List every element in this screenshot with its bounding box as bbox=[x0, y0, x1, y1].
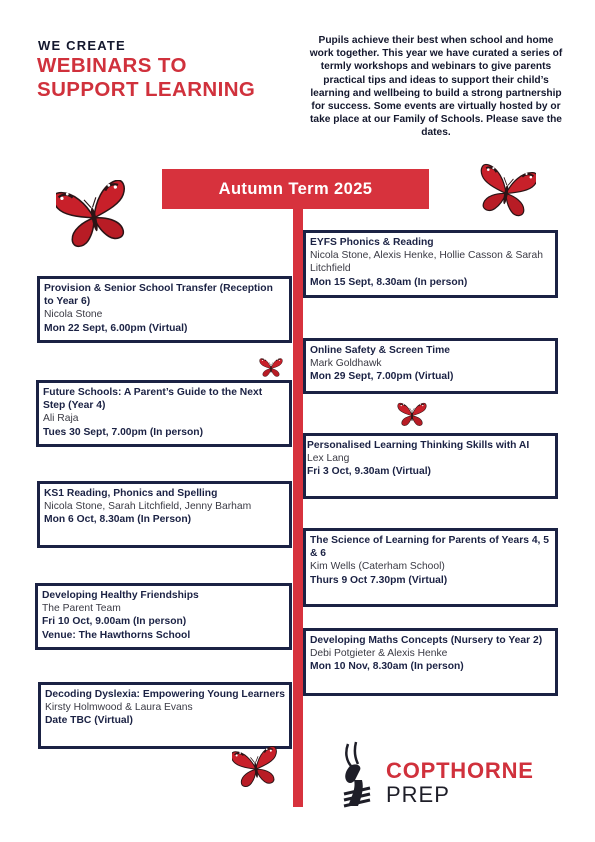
butterfly-icon bbox=[56, 180, 132, 252]
event-card-ks1-reading bbox=[37, 481, 292, 548]
event-presenters: Nicola Stone, Sarah Litchfield, Jenny Barham bbox=[44, 501, 252, 513]
event-presenters: Ali Raja bbox=[43, 413, 79, 425]
butterfly-icon bbox=[476, 163, 536, 221]
event-presenters: The Parent Team bbox=[42, 603, 121, 615]
event-datetime: Mon 10 Nov, 8.30am (In person) bbox=[310, 661, 464, 673]
event-title: Future Schools: A Parent’s Guide to the Next Step (Year 4) bbox=[43, 387, 263, 412]
event-title: EYFS Phonics & Reading bbox=[310, 237, 434, 248]
event-title: Developing Healthy Friendships bbox=[42, 590, 199, 601]
event-card-maths-concepts bbox=[303, 628, 558, 696]
event-presenters: Debi Potgieter & Alexis Henke bbox=[310, 648, 448, 660]
page-headline bbox=[37, 54, 255, 102]
logo-word-copthorne: COPTHORNE bbox=[386, 758, 534, 783]
logo-word-prep: PREP bbox=[386, 782, 450, 807]
butterfly-icon bbox=[259, 356, 283, 380]
butterfly-icon bbox=[397, 400, 427, 430]
event-card-eyfs-phonics bbox=[303, 230, 558, 298]
event-card-decoding-dyslexia bbox=[38, 682, 292, 749]
event-card-online-safety bbox=[303, 338, 558, 394]
event-presenters: Mark Goldhawk bbox=[310, 358, 382, 370]
event-card-provision-transfer bbox=[37, 276, 292, 343]
event-title: Online Safety & Screen Time bbox=[310, 345, 451, 356]
event-title: KS1 Reading, Phonics and Spelling bbox=[44, 488, 218, 499]
timeline-spine bbox=[293, 209, 303, 807]
event-title: Developing Maths Concepts (Nursery to Year 2) bbox=[310, 635, 543, 646]
event-datetime: Mon 15 Sept, 8.30am (In person) bbox=[310, 276, 468, 288]
event-datetime: Mon 22 Sept, 6.00pm (Virtual) bbox=[44, 322, 188, 334]
event-venue: Venue: The Hawthorns School bbox=[42, 629, 191, 641]
event-card-healthy-friendships bbox=[35, 583, 292, 650]
headline-line-2: SUPPORT LEARNING bbox=[37, 78, 256, 101]
intro-paragraph: Pupils achieve their best when school and home work together. This year we have curated a series of termly workshops and webinars to give parents practical tips and ideas to support their child’s learning and wellbeing to build a strong partnership for success. Some events are virtually hosted by or take place at our Family of Schools. Please save the dates. bbox=[309, 35, 563, 139]
event-datetime: Fri 10 Oct, 9.00am (In person) bbox=[42, 616, 187, 628]
event-title: Provision & Senior School Transfer (Reception to Year 6) bbox=[44, 283, 273, 308]
event-title: The Science of Learning for Parents of Years 4, 5 & 6 bbox=[310, 535, 550, 560]
event-presenters: Kim Wells (Caterham School) bbox=[310, 561, 445, 573]
event-card-personalised-learning bbox=[303, 433, 558, 499]
event-presenters: Lex Lang bbox=[307, 453, 350, 465]
event-datetime: Thurs 9 Oct 7.30pm (Virtual) bbox=[310, 574, 448, 586]
event-presenters: Nicola Stone bbox=[44, 309, 103, 321]
event-title: Decoding Dyslexia: Empowering Young Learners bbox=[45, 689, 285, 700]
event-card-future-schools bbox=[36, 380, 292, 447]
term-banner bbox=[162, 169, 429, 209]
event-presenters: Nicola Stone, Alexis Henke, Hollie Casson & Sarah Litchfield bbox=[310, 250, 543, 275]
event-datetime: Fri 3 Oct, 9.30am (Virtual) bbox=[307, 466, 431, 478]
copthorne-prep-logo bbox=[336, 740, 566, 810]
event-datetime: Mon 29 Sept, 7.00pm (Virtual) bbox=[310, 371, 454, 383]
event-datetime: Mon 6 Oct, 8.30am (In Person) bbox=[44, 514, 192, 526]
event-datetime: Date TBC (Virtual) bbox=[45, 715, 133, 727]
headline-line-1: WEBINARS TO bbox=[37, 54, 187, 77]
event-datetime: Tues 30 Sept, 7.00pm (In person) bbox=[43, 426, 204, 438]
gazelle-crest-icon bbox=[336, 740, 378, 810]
butterfly-icon bbox=[232, 745, 280, 791]
event-card-science-of-learning bbox=[303, 528, 558, 607]
event-presenters: Kirsty Holmwood & Laura Evans bbox=[45, 702, 193, 714]
term-banner-title: Autumn Term 2025 bbox=[218, 180, 373, 198]
kicker-text: WE CREATE bbox=[38, 38, 126, 53]
event-title: Personalised Learning Thinking Skills with AI bbox=[307, 440, 530, 451]
